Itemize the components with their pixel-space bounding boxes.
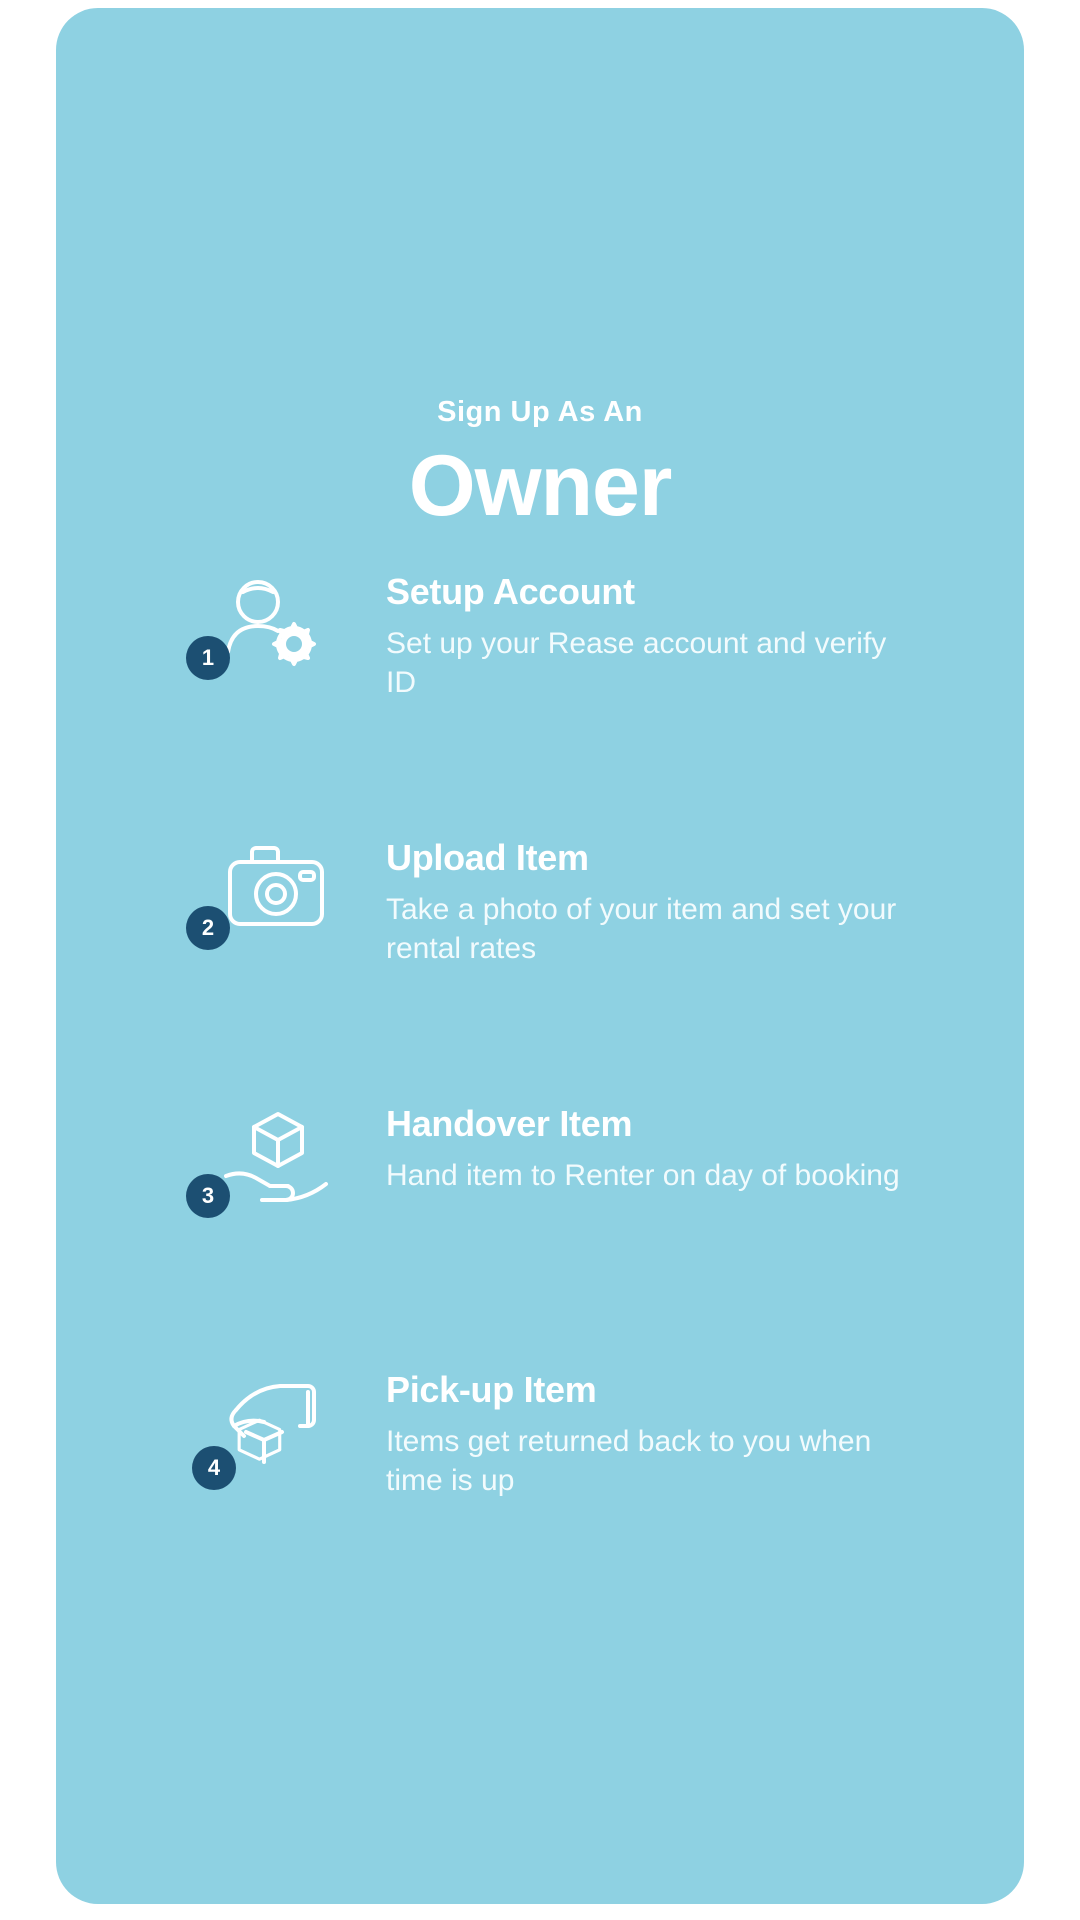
step-number-badge: 2 xyxy=(186,906,230,950)
onboarding-screen xyxy=(56,8,1024,1904)
page-title: Owner xyxy=(408,438,672,534)
step-number-badge: 3 xyxy=(186,1174,230,1218)
user-gear-icon xyxy=(216,568,346,688)
list-item xyxy=(56,1100,1024,1270)
step-title: Handover Item xyxy=(386,1103,633,1144)
step-title: Upload Item xyxy=(386,837,589,878)
step-title: Pick-up Item xyxy=(386,1369,597,1410)
phone-screen xyxy=(56,8,1024,1904)
header-eyebrow: Sign Up As An xyxy=(437,396,643,428)
camera-icon xyxy=(216,834,346,954)
list-item xyxy=(56,568,1024,738)
step-number-badge: 4 xyxy=(192,1446,236,1490)
step-description: Hand item to Renter on day of booking xyxy=(386,1158,900,1192)
step-description: Set up your Rease account and verify ID xyxy=(386,626,887,700)
step-text xyxy=(386,1366,946,1501)
step-text xyxy=(386,568,946,703)
list-item xyxy=(56,834,1024,1004)
step-text xyxy=(386,834,946,969)
step-visual xyxy=(186,1100,386,1240)
list-item xyxy=(56,1366,1024,1536)
hand-holding-box-icon xyxy=(216,1100,346,1220)
step-visual xyxy=(186,568,386,708)
step-visual xyxy=(186,834,386,974)
step-description: Items get returned back to you when time is up xyxy=(386,1424,872,1498)
page-header xyxy=(56,396,1024,534)
step-description: Take a photo of your item and set your rental rates xyxy=(386,892,897,966)
step-text xyxy=(386,1100,940,1195)
steps-list xyxy=(56,568,1024,1632)
step-number-badge: 1 xyxy=(186,636,230,680)
step-title: Setup Account xyxy=(386,571,635,612)
step-visual xyxy=(186,1366,386,1506)
